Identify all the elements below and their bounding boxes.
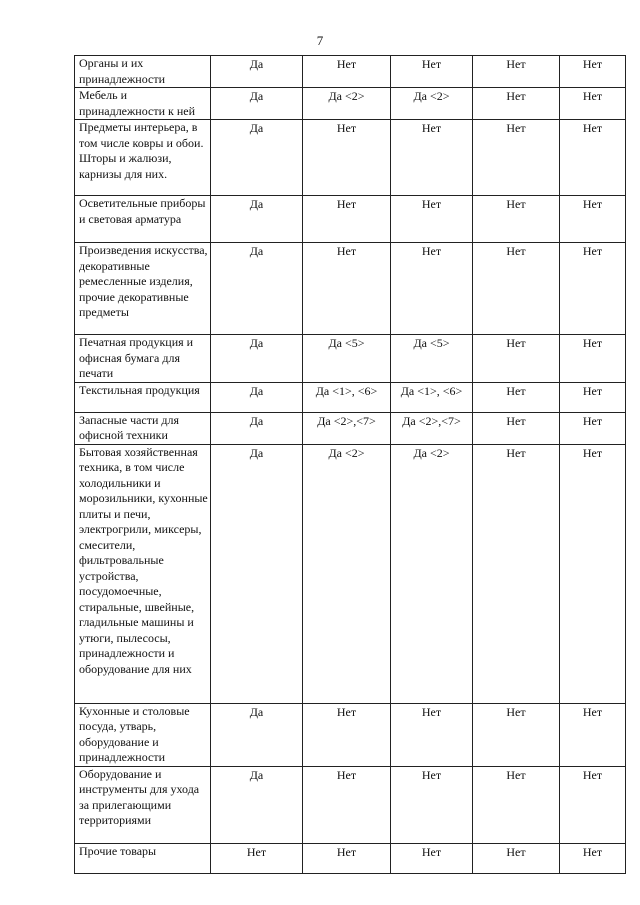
value-cell: Да	[211, 56, 303, 88]
value-cell: Нет	[473, 56, 560, 88]
value-cell: Нет	[473, 382, 560, 412]
value-cell: Нет	[560, 335, 626, 383]
value-cell: Нет	[473, 335, 560, 383]
value-cell: Нет	[560, 766, 626, 843]
value-cell: Да <2>	[391, 88, 473, 120]
value-cell: Да <5>	[303, 335, 391, 383]
value-cell: Да <1>, <6>	[303, 382, 391, 412]
value-cell: Да	[211, 444, 303, 703]
product-category-cell: Оборудование и инструменты для ухода за прилегающими территориями	[75, 766, 211, 843]
value-cell: Да	[211, 382, 303, 412]
value-cell: Да	[211, 412, 303, 444]
table-row	[75, 703, 626, 766]
value-cell: Нет	[560, 382, 626, 412]
value-cell: Да <1>, <6>	[391, 382, 473, 412]
value-cell: Нет	[560, 120, 626, 196]
value-cell: Да	[211, 335, 303, 383]
value-cell: Да	[211, 88, 303, 120]
table-row	[75, 412, 626, 444]
product-category-cell: Предметы интерьера, в том числе ковры и обои. Шторы и жалюзи, карнизы для них.	[75, 120, 211, 196]
table-row	[75, 444, 626, 703]
value-cell: Нет	[560, 412, 626, 444]
value-cell: Нет	[303, 243, 391, 335]
value-cell: Нет	[391, 196, 473, 243]
product-category-cell: Бытовая хозяйственная техника, в том числе холодильники и морозильники, кухонные плиты и печи, электрогрили, миксеры, смесители, фильтровальные устройства, посудомоечные, стиральные, швейные, гладильные машины и утюги, пылесосы, принадлежности и оборудование для них	[75, 444, 211, 703]
value-cell: Нет	[560, 88, 626, 120]
table-row	[75, 56, 626, 88]
value-cell: Да <2>,<7>	[303, 412, 391, 444]
table-row	[75, 766, 626, 843]
value-cell: Нет	[303, 766, 391, 843]
product-category-cell: Печатная продукция и офисная бумага для печати	[75, 335, 211, 383]
value-cell: Да	[211, 120, 303, 196]
value-cell: Нет	[473, 243, 560, 335]
table-row	[75, 243, 626, 335]
value-cell: Нет	[303, 120, 391, 196]
table-row	[75, 843, 626, 873]
value-cell: Нет	[473, 843, 560, 873]
value-cell: Нет	[473, 196, 560, 243]
value-cell: Нет	[473, 412, 560, 444]
table-row	[75, 196, 626, 243]
table-row	[75, 382, 626, 412]
value-cell: Нет	[303, 843, 391, 873]
value-cell: Нет	[391, 120, 473, 196]
value-cell: Нет	[473, 88, 560, 120]
product-category-cell: Запасные части для офисной техники	[75, 412, 211, 444]
value-cell: Нет	[391, 243, 473, 335]
product-category-cell: Органы и их принадлежности	[75, 56, 211, 88]
value-cell: Нет	[391, 843, 473, 873]
value-cell: Нет	[560, 444, 626, 703]
value-cell: Да	[211, 703, 303, 766]
table-row	[75, 335, 626, 383]
value-cell: Да	[211, 766, 303, 843]
value-cell: Нет	[560, 243, 626, 335]
value-cell: Да <2>	[391, 444, 473, 703]
value-cell: Нет	[391, 766, 473, 843]
goods-table	[74, 55, 626, 874]
value-cell: Да <2>	[303, 444, 391, 703]
value-cell: Нет	[560, 843, 626, 873]
value-cell: Нет	[473, 766, 560, 843]
value-cell: Нет	[211, 843, 303, 873]
table-row	[75, 88, 626, 120]
value-cell: Нет	[560, 56, 626, 88]
product-category-cell: Кухонные и столовые посуда, утварь, оборудование и принадлежности	[75, 703, 211, 766]
value-cell: Нет	[303, 196, 391, 243]
product-category-cell: Прочие товары	[75, 843, 211, 873]
value-cell: Да	[211, 243, 303, 335]
value-cell: Нет	[303, 703, 391, 766]
value-cell: Нет	[473, 120, 560, 196]
value-cell: Да <2>	[303, 88, 391, 120]
product-category-cell: Произведения искусства, декоративные ремесленные изделия, прочие декоративные предметы	[75, 243, 211, 335]
value-cell: Нет	[560, 196, 626, 243]
value-cell: Нет	[303, 56, 391, 88]
goods-table-body	[75, 56, 626, 874]
page-number: 7	[316, 33, 324, 48]
value-cell: Нет	[391, 703, 473, 766]
value-cell: Нет	[473, 444, 560, 703]
value-cell: Нет	[473, 703, 560, 766]
value-cell: Нет	[391, 56, 473, 88]
product-category-cell: Осветительные приборы и световая арматура	[75, 196, 211, 243]
table-row	[75, 120, 626, 196]
value-cell: Да <2>,<7>	[391, 412, 473, 444]
value-cell: Да	[211, 196, 303, 243]
value-cell: Да <5>	[391, 335, 473, 383]
product-category-cell: Мебель и принадлежности к ней	[75, 88, 211, 120]
product-category-cell: Текстильная продукция	[75, 382, 211, 412]
value-cell: Нет	[560, 703, 626, 766]
